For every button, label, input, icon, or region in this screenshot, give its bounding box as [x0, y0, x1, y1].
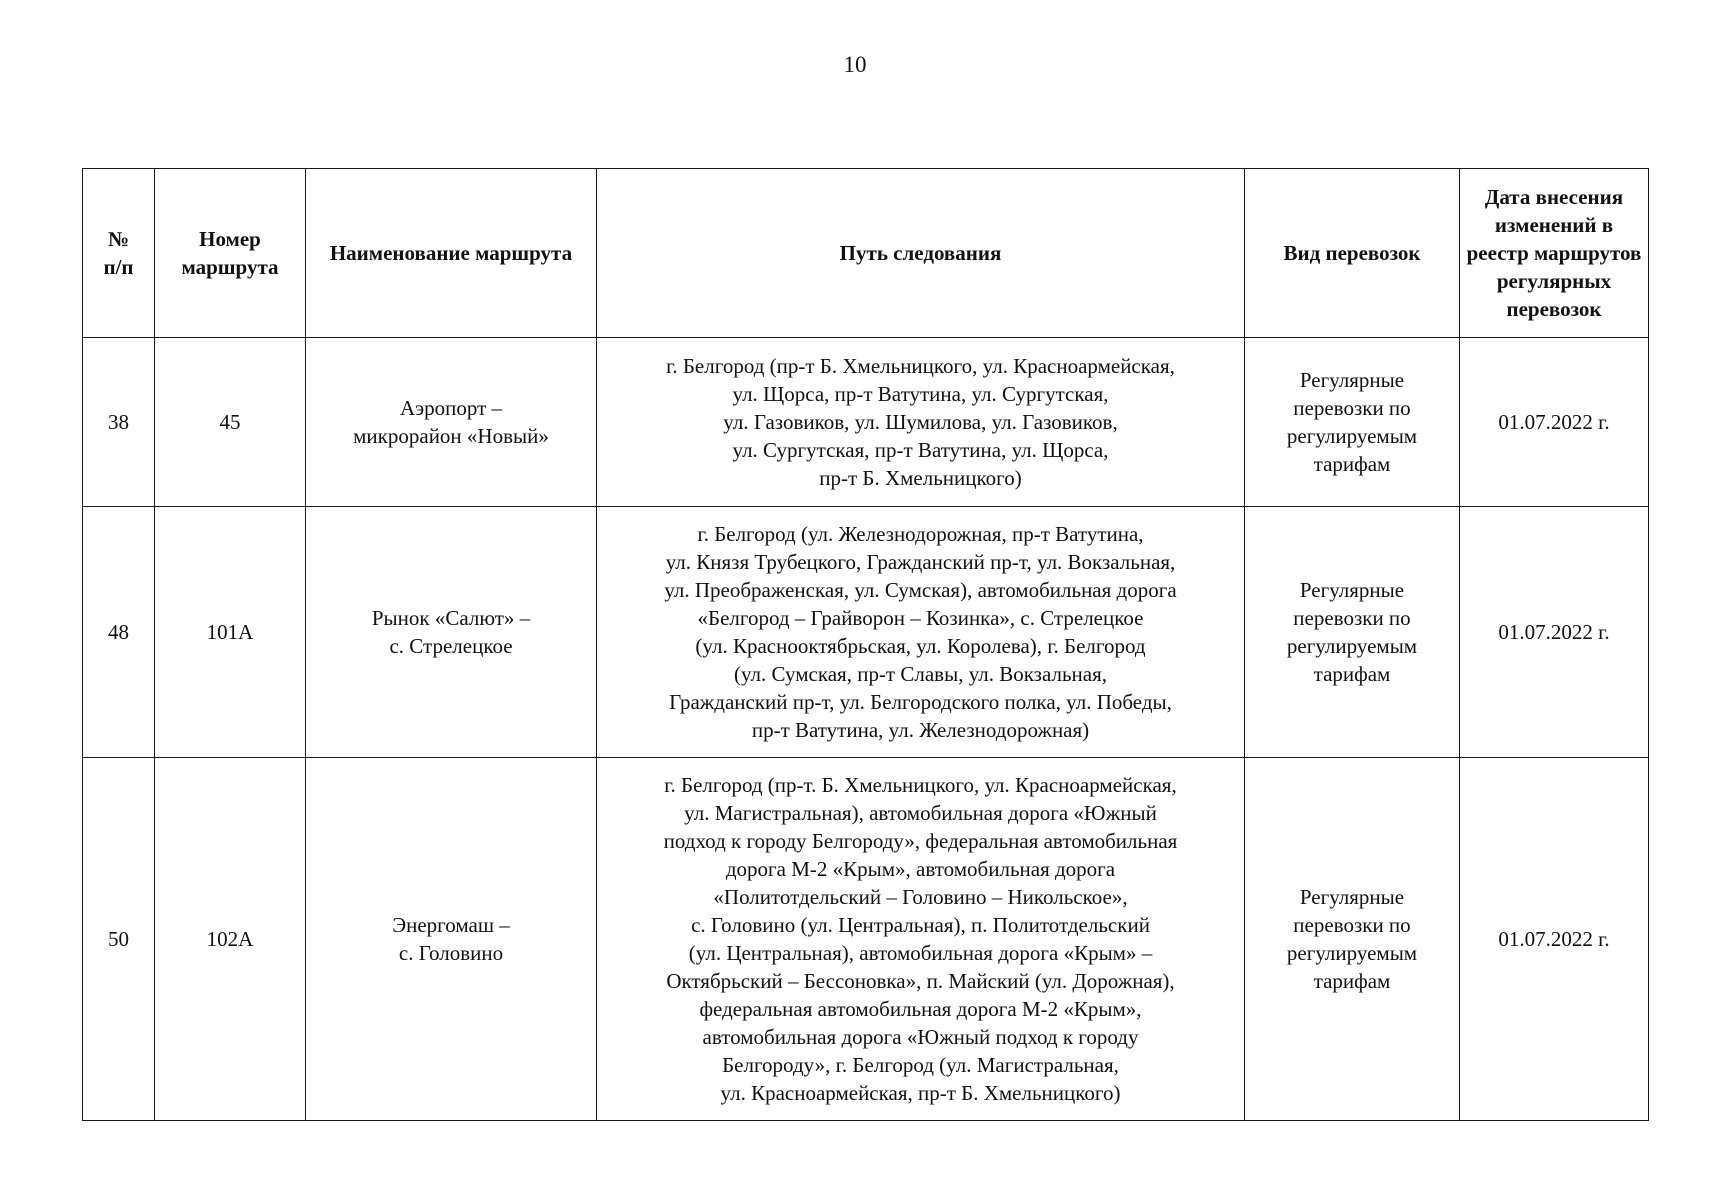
route-registry-table [82, 168, 1649, 1121]
cell-route-name: Рынок «Салют» – с. Стрелецкое [306, 507, 597, 758]
header-route-name: Наименование маршрута [306, 169, 597, 338]
cell-index: 50 [83, 758, 155, 1121]
cell-change-date: 01.07.2022 г. [1460, 758, 1649, 1121]
cell-transport-type: Регулярные перевозки по регулируемым тарифам [1245, 758, 1460, 1121]
cell-route-path: г. Белгород (пр-т Б. Хмельницкого, ул. Красноармейская, ул. Щорса, пр-т Ватутина, ул. Сургутская, ул. Газовиков, ул. Шумилова, ул. Газовиков, ул. Сургутская, пр-т Ватутина, ул. Щорса, пр-т Б. Хмельницкого) [597, 338, 1245, 507]
cell-route-name: Аэропорт – микрорайон «Новый» [306, 338, 597, 507]
cell-route-path: г. Белгород (пр-т. Б. Хмельницкого, ул. Красноармейская, ул. Магистральная), автомобильная дорога «Южный подход к городу Белгороду», федеральная автомобильная дорога М-2 «Крым», автомобильная дорога «Политотдельский – Головино – Никольское», с. Головино (ул. Центральная), п. Политотдельский (ул. Центральная), автомобильная дорога «Крым» – Октябрьский – Бессоновка», п. Майский (ул. Дорожная), федеральная автомобильная дорога М-2 «Крым», автомобильная дорога «Южный подход к городу Белгороду», г. Белгород (ул. Магистральная, ул. Красноармейская, пр-т Б. Хмельницкого) [597, 758, 1245, 1121]
cell-transport-type: Регулярные перевозки по регулируемым тарифам [1245, 507, 1460, 758]
cell-route-number: 102А [155, 758, 306, 1121]
header-transport-type: Вид перевозок [1245, 169, 1460, 338]
header-route-path: Путь следования [597, 169, 1245, 338]
header-route-number: Номер маршрута [155, 169, 306, 338]
cell-route-path: г. Белгород (ул. Железнодорожная, пр-т Ватутина, ул. Князя Трубецкого, Гражданский пр-т, ул. Вокзальная, ул. Преображенская, ул. Сумская), автомобильная дорога «Белгород – Грайворон – Козинка», с. Стрелецкое (ул. Краснооктябрьская, ул. Королева), г. Белгород (ул. Сумская, пр-т Славы, ул. Вокзальная, Гражданский пр-т, ул. Белгородского полка, ул. Победы, пр-т Ватутина, ул. Железнодорожная) [597, 507, 1245, 758]
cell-route-number: 101А [155, 507, 306, 758]
cell-index: 48 [83, 507, 155, 758]
cell-index: 38 [83, 338, 155, 507]
table-row [83, 338, 1649, 507]
cell-transport-type: Регулярные перевозки по регулируемым тарифам [1245, 338, 1460, 507]
cell-route-number: 45 [155, 338, 306, 507]
cell-route-name: Энергомаш – с. Головино [306, 758, 597, 1121]
cell-change-date: 01.07.2022 г. [1460, 338, 1649, 507]
page-number: 10 [843, 52, 867, 77]
header-change-date: Дата внесения изменений в реестр маршрутов регулярных перевозок [1460, 169, 1649, 338]
header-index: № п/п [83, 169, 155, 338]
cell-change-date: 01.07.2022 г. [1460, 507, 1649, 758]
table-row [83, 758, 1649, 1121]
table-header-row [83, 169, 1649, 338]
table-row [83, 507, 1649, 758]
